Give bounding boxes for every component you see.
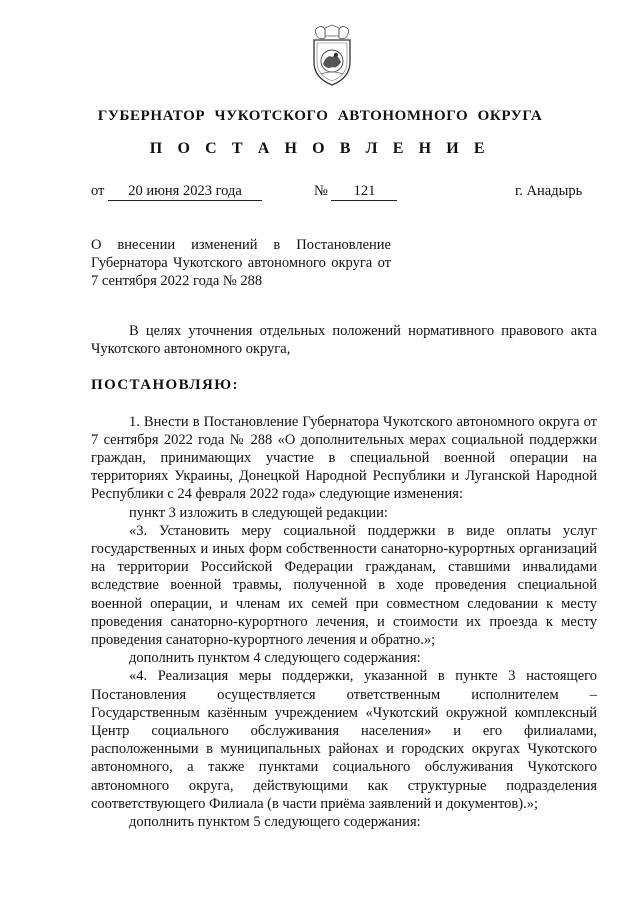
paragraph-4: дополнить пунктом 4 следующего содержания: [129,650,421,667]
number-value: 121 [331,183,397,201]
governor-heading: ГУБЕРНАТОР ЧУКОТСКОГО АВТОНОМНОГО ОКРУГА [97,108,543,124]
paragraph-1: 1. Внести в Постановление Губернатора Чукотского автономного округа от 7 сентября 2022 года № 288 «О дополнительных мерах социальной поддержки граждан, принимающих участие в специальной военной операции на территориях Украины, Донецкой Народной Республики и Луганской Народной Республики с 24 февраля 2022 года» следующие изменения: [91,413,597,503]
date-prefix: от [91,183,105,199]
decree-body [91,322,597,831]
date-value: 20 июня 2023 года [108,183,262,201]
paragraph-2: пункт 3 изложить в следующей редакции: [129,504,388,521]
paragraph-6: дополнить пунктом 5 следующего содержания: [129,814,421,831]
decree-date [91,183,262,201]
decree-city: г. Анадырь [515,183,583,199]
decree-subject: О внесении изменений в Постановление Губернатора Чукотского автономного округа от 7 сентября 2022 года № 288 [91,237,391,289]
decree-number [314,183,397,201]
decree-heading: П О С Т А Н О В Л Е Н И Е [149,140,491,157]
resolve-heading: ПОСТАНОВЛЯЮ: [91,377,239,394]
paragraph-3: «3. Установить меру социальной поддержки в виде оплаты услуг государственных и иных форм собственности санаторно-курортных организаций на территории Российской Федерации гражданам, ставшими инвалидами вследствие военной травмы, полученной в ходе проведения специальной военной операции, и членам их семей при совместном следовании к месту проведения санаторно-курортного лечения, и стоимости их проезда к месту проведения санаторно-курортного лечения и обратно.»; [91,522,597,649]
coat-of-arms-icon [309,24,355,88]
number-label: № [314,183,328,199]
paragraph-5: «4. Реализация меры поддержки, указанной в пункте 3 настоящего Постановления осуществляется ответственным исполнителем – Государственным казённым учреждением «Чукотский окружной комплексный Центр социального обслуживания населения» и его филиалами, расположенными в муниципальных районах и городских округах Чукотского автономного, а также пунктами социального обслуживания Чукотского автономного округа, действующими как структурные подразделения соответствующего Филиала (в части приёма заявлений и документов).»; [91,668,597,812]
preamble: В целях уточнения отдельных положений нормативного правового акта Чукотского автономного округа, [91,323,597,358]
